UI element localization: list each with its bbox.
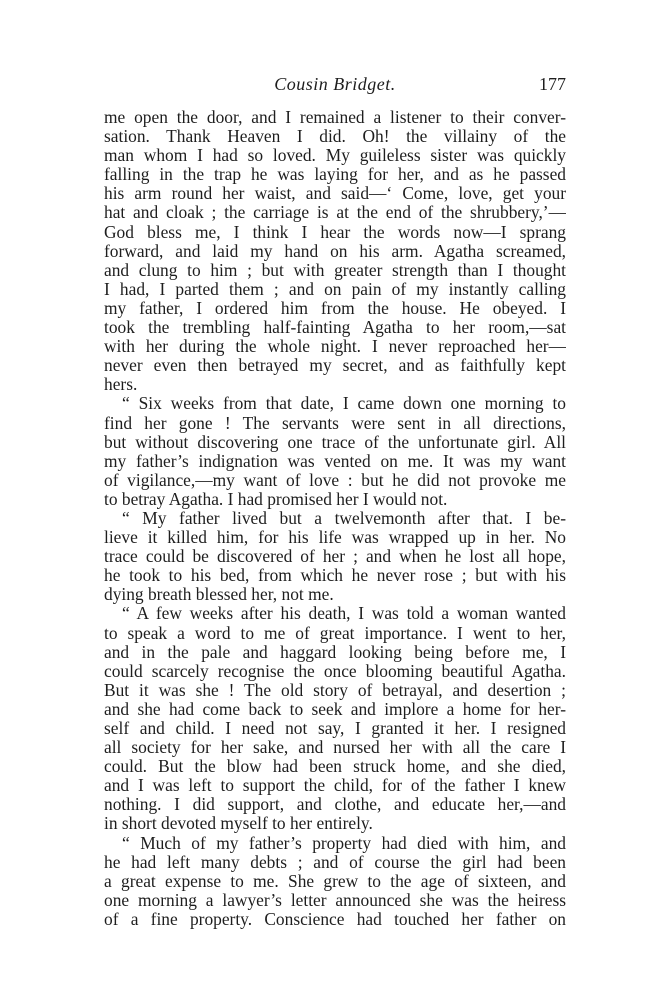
text-line: forward, and laid my hand on his arm. Agatha screamed, — [104, 241, 566, 261]
text-line: and in the pale and haggard looking being before me, I — [104, 642, 566, 662]
text-line: self and child. I need not say, I granted it her. I resigned — [104, 719, 566, 738]
text-line: my father’s indignation was vented on me. It was my want — [104, 451, 566, 471]
text-line: trace could be discovered of her ; and when he lost all hope, — [104, 547, 566, 567]
text-line: he took to his bed, from which he never rose ; but with his — [104, 566, 566, 586]
text-line: never even then betrayed my secret, and as faithfully kept — [104, 356, 566, 376]
paragraph-start-line: “ Much of my father’s property had died with him, and — [122, 833, 566, 853]
text-line: all society for her sake, and nursed her with all the care I — [104, 738, 566, 758]
paragraph-start-line: “ Six weeks from that date, I came down one morning to — [122, 394, 566, 414]
text-line: falling in the trap he was laying for her, and as he passed — [104, 165, 566, 185]
paragraph-end-line: to betray Agatha. I had promised her I would not. — [104, 489, 448, 509]
text-line: sation. Thank Heaven I did. Oh! the villainy of the — [104, 127, 566, 147]
running-head — [104, 74, 566, 100]
text-line: could scarcely recognise the once blooming beautiful Agatha. — [104, 661, 566, 681]
paragraph-start-line: “ A few weeks after his death, I was told a woman wanted — [122, 604, 566, 624]
paragraph-end-line: dying breath blessed her, not me. — [104, 585, 334, 605]
text-line: took the trembling half-fainting Agatha to her room,—sat — [104, 318, 566, 338]
text-line: could. But the blow had been struck home, and she died, — [104, 757, 566, 777]
text-line: of a fine property. Conscience had touched her father on — [104, 909, 566, 929]
body-text — [104, 108, 566, 929]
text-line: and I was left to support the child, for of the father I knew — [104, 776, 566, 796]
text-line: but without discovering one trace of the unfortunate girl. All — [104, 432, 566, 452]
text-line: one morning a lawyer’s letter announced she was the heiress — [104, 890, 566, 910]
text-line: But it was she ! The old story of betrayal, and desertion ; — [104, 680, 566, 700]
text-line: and clung to him ; but with greater strength than I thought — [104, 260, 566, 280]
text-line: lieve it killed him, for his life was wrapped up in her. No — [104, 528, 566, 548]
text-line: I had, I parted them ; and on pain of my instantly calling — [104, 279, 566, 299]
text-line: of vigilance,—my want of love : but he did not provoke me — [104, 470, 566, 490]
text-line: nothing. I did support, and clothe, and educate her,—and — [104, 795, 566, 815]
text-line: me open the door, and I remained a listener to their conver- — [104, 108, 566, 127]
text-line: with her during the whole night. I never reproached her— — [104, 337, 566, 357]
text-line: find her gone ! The servants were sent in all directions, — [104, 413, 566, 433]
paragraph-end-line: in short devoted myself to her entirely. — [104, 814, 373, 834]
running-head-title: Cousin Bridget. — [274, 74, 396, 94]
text-line: a great expense to me. She grew to the age of sixteen, and — [104, 871, 566, 891]
text-line: hat and cloak ; the carriage is at the end of the shrubbery,’— — [104, 203, 566, 223]
text-line: his arm round her waist, and said—‘ Come, love, get your — [104, 184, 566, 204]
page-number: 177 — [539, 74, 566, 94]
text-line: God bless me, I think I hear the words now—I sprang — [104, 222, 566, 242]
text-line: to speak a word to me of great importance. I went to her, — [104, 623, 566, 643]
paragraph-end-line: hers. — [104, 375, 138, 395]
paragraph-start-line: “ My father lived but a twelvemonth after that. I be- — [122, 508, 566, 528]
text-line: and she had come back to seek and implore a home for her- — [104, 699, 566, 719]
text-line: my father, I ordered him from the house. He obeyed. I — [104, 298, 566, 318]
text-line: he had left many debts ; and of course the girl had been — [104, 852, 566, 872]
text-line: man whom I had so loved. My guileless sister was quickly — [104, 146, 566, 166]
